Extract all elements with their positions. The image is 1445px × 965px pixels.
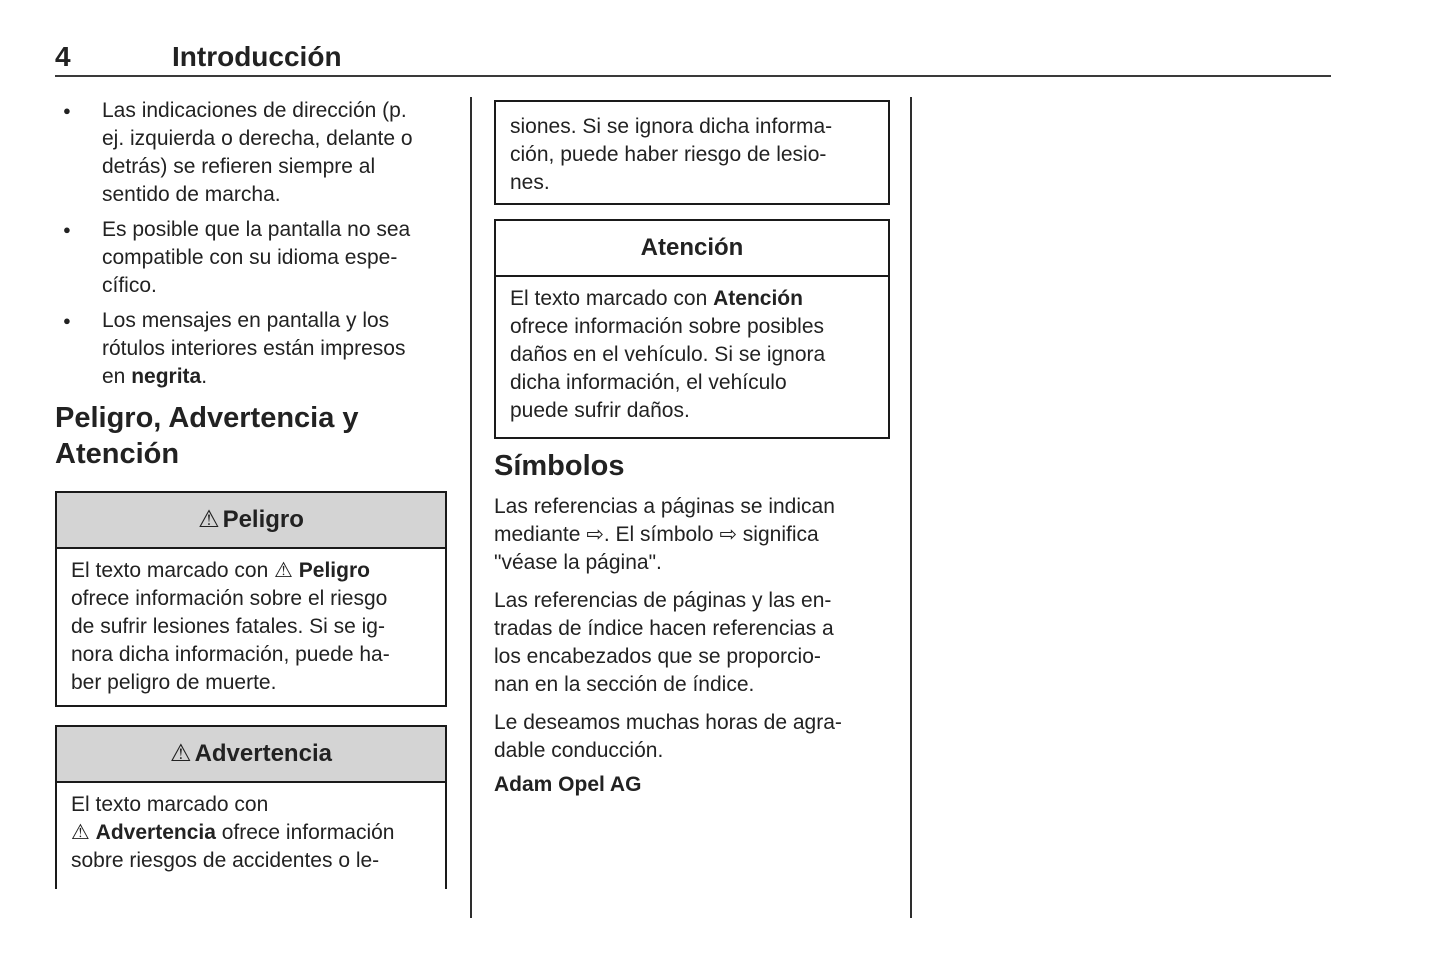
section-heading-danger-warning-caution: Peligro, Advertencia y Atención	[55, 402, 359, 470]
list-item-text: Las indicaciones de dirección (p. ej. izquierda o derecha, delante o detrás) se refieren siempre al sentido de marcha.	[102, 99, 413, 206]
warning-box-header	[57, 727, 445, 783]
warning-box-title: Advertencia	[194, 740, 332, 767]
page-title: Introducción	[172, 41, 342, 72]
symbols-heading: Símbolos	[494, 450, 625, 482]
bullet-icon: ●	[63, 222, 71, 237]
list-item-text: Es posible que la pantalla no sea compatible con su idioma espe- cífico.	[102, 218, 411, 297]
danger-box-body: El texto marcado con ⚠ Peligro ofrece información sobre el riesgo de sufrir lesiones fatales. Si se ig- nora dicha información, puede ha- ber peligro de muerte.	[71, 559, 390, 694]
caution-box-body: El texto marcado con Atención ofrece información sobre posibles daños en el vehículo. Si se ignora dicha información, el vehículo puede sufrir daños.	[510, 287, 826, 422]
middle-column	[494, 97, 890, 799]
warning-continuation-box	[494, 100, 890, 205]
publisher-signature: Adam Opel AG	[494, 773, 642, 796]
warning-box-body: El texto marcado con ⚠ Advertencia ofrece información sobre riesgos de accidentes o le-	[71, 793, 395, 872]
list-item	[55, 307, 447, 391]
danger-box-header	[57, 493, 445, 549]
danger-box-title: Peligro	[222, 506, 304, 533]
column-divider	[470, 97, 472, 918]
warning-triangle-icon: ⚠	[198, 506, 220, 533]
list-item	[55, 216, 447, 300]
danger-box	[55, 491, 447, 707]
header-rule	[55, 75, 1331, 77]
symbols-paragraph: Las referencias de páginas y las en- tradas de índice hacen referencias a los encabezados que se proporcio- nan en la sección de índice.	[494, 589, 834, 696]
warning-triangle-icon: ⚠	[170, 740, 192, 767]
column-divider	[910, 97, 912, 918]
caution-box	[494, 219, 890, 439]
symbols-paragraph: Le deseamos muchas horas de agra- dable conducción.	[494, 711, 842, 762]
list-item-text: Los mensajes en pantalla y los rótulos interiores están impresos en negrita.	[102, 309, 406, 388]
left-column	[55, 97, 447, 889]
list-item	[55, 97, 447, 209]
warning-continuation-text: siones. Si se ignora dicha informa- ción, puede haber riesgo de lesio- nes.	[510, 115, 833, 194]
warning-box	[55, 725, 447, 889]
caution-box-title: Atención	[640, 234, 744, 261]
symbols-paragraph: Las referencias a páginas se indican mediante ⇨. El símbolo ⇨ significa "véase la página".	[494, 495, 835, 574]
caution-box-header	[496, 221, 888, 277]
bullet-icon: ●	[63, 313, 71, 328]
page-number: 4	[55, 41, 71, 72]
right-column-empty	[935, 97, 1331, 918]
bullet-icon: ●	[63, 103, 71, 118]
